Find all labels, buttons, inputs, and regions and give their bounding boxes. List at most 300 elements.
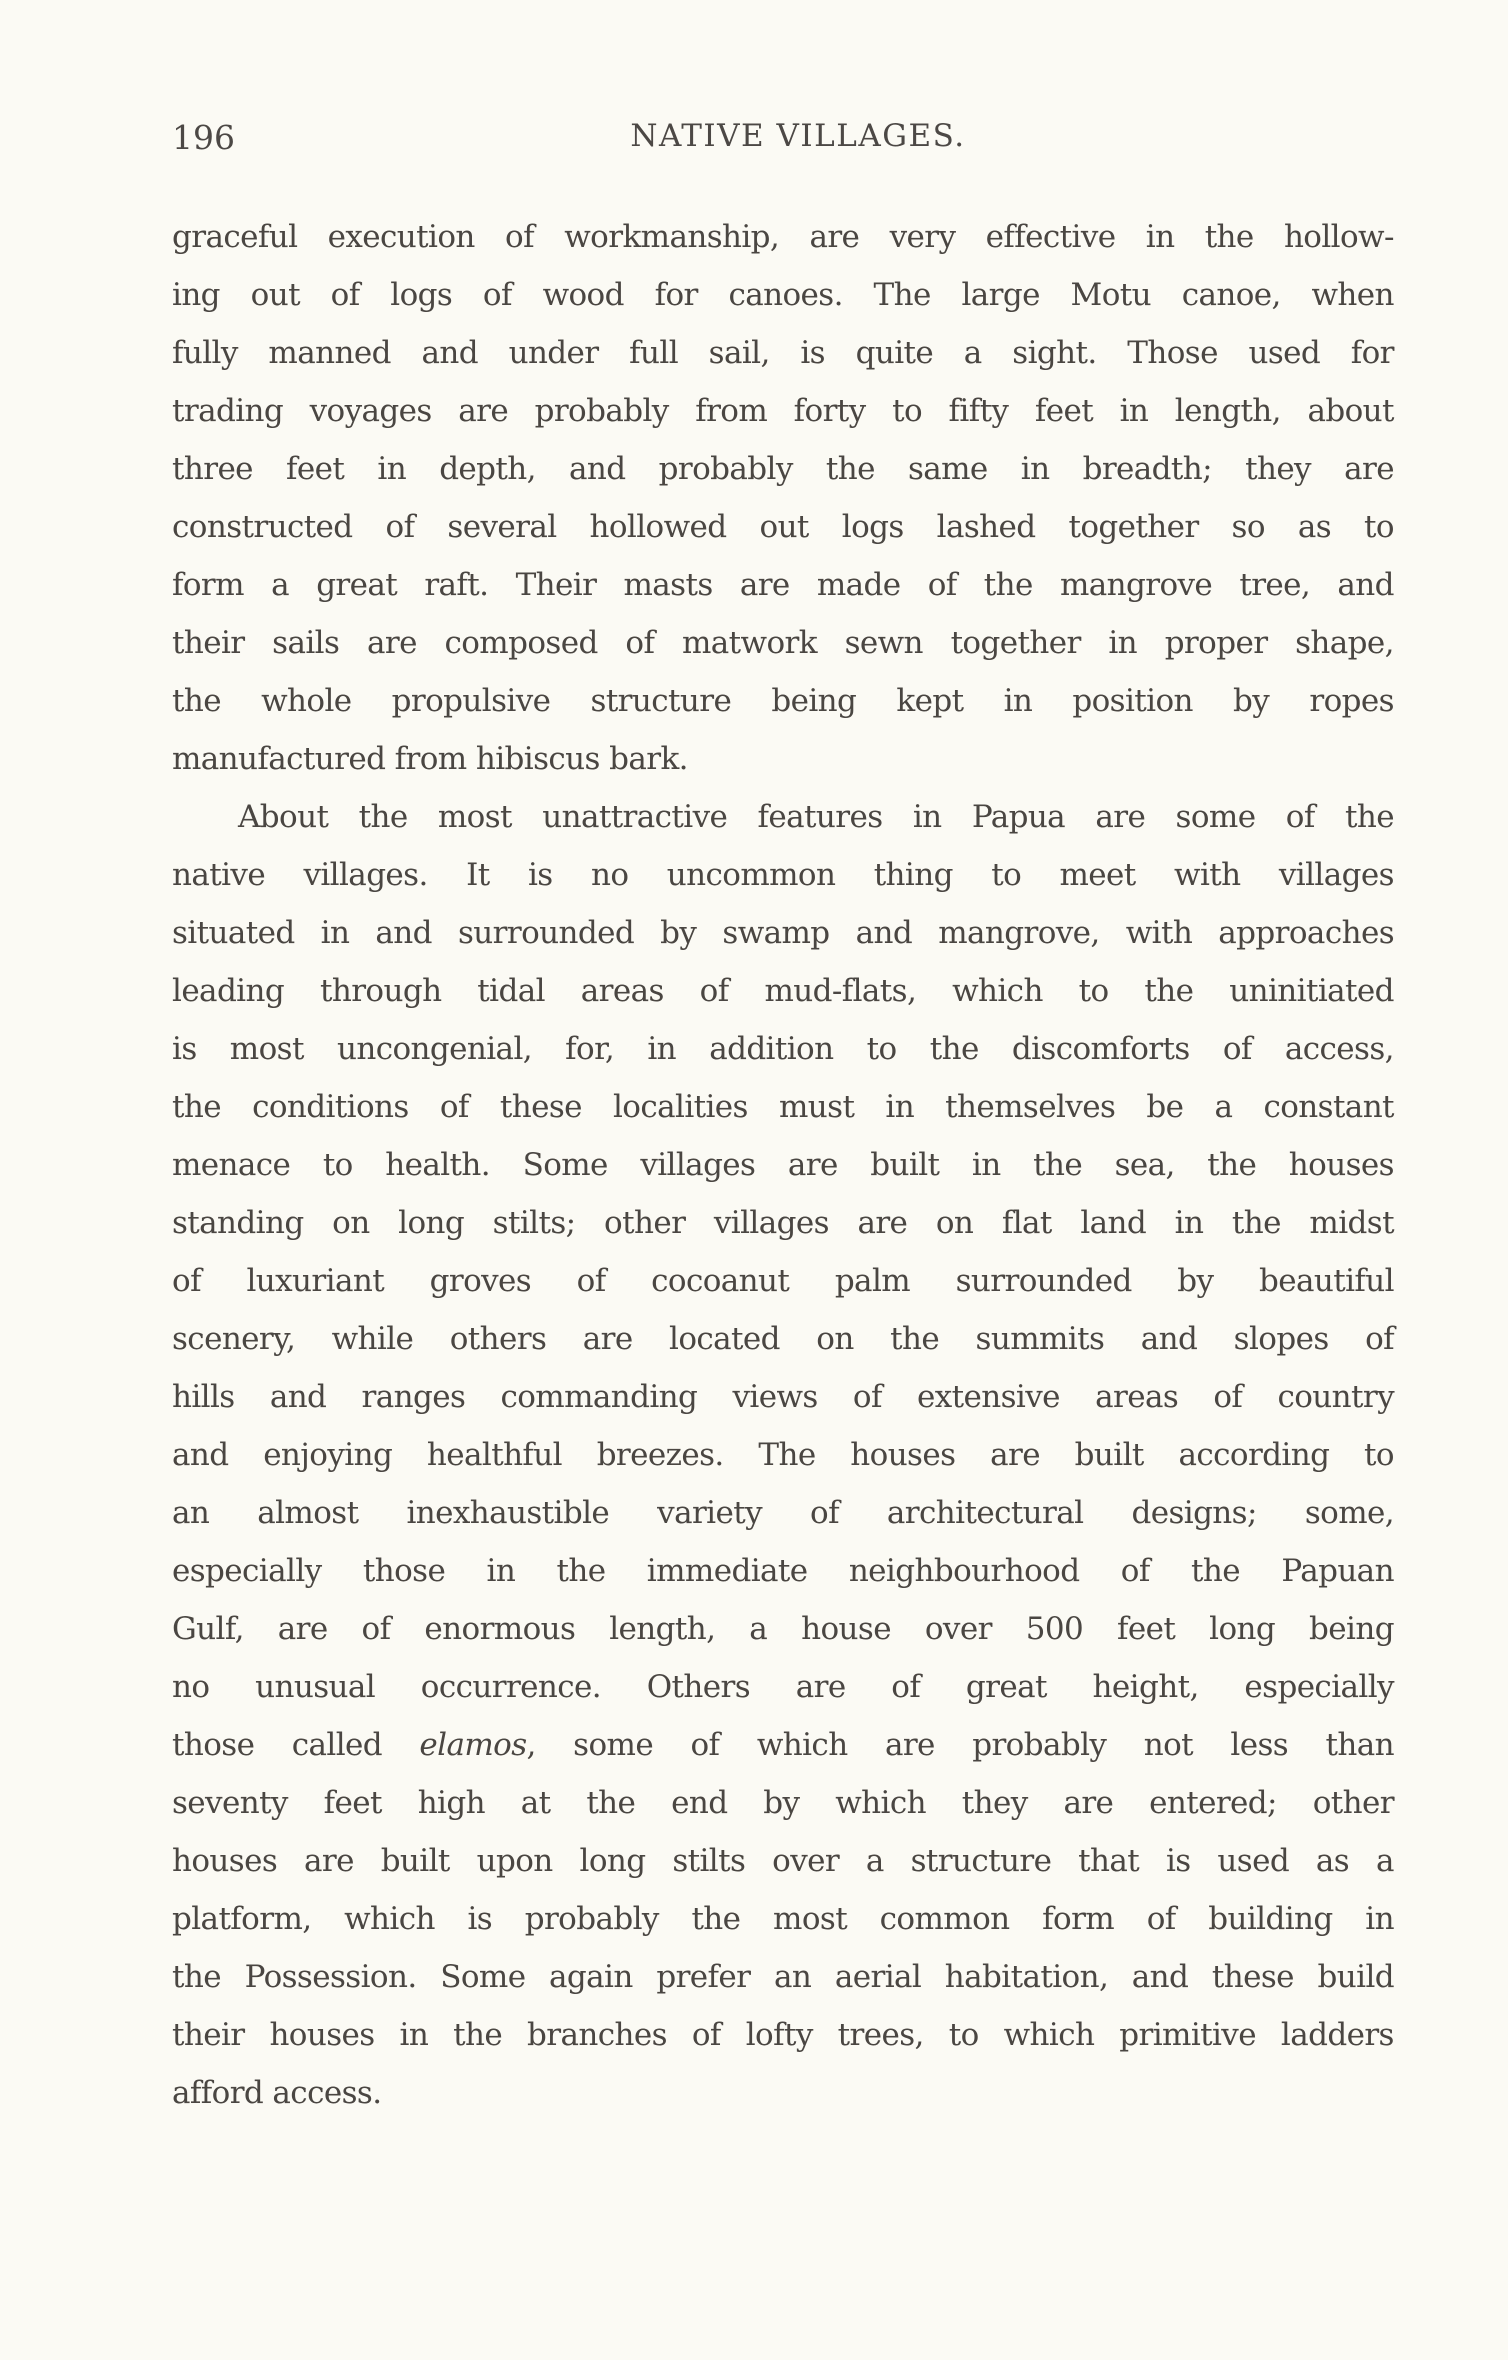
word: of bbox=[690, 1727, 720, 1763]
word: swamp bbox=[722, 915, 830, 951]
word: which bbox=[756, 1727, 848, 1763]
word: mangrove bbox=[1059, 567, 1213, 603]
word: to bbox=[322, 1147, 353, 1183]
word: in bbox=[320, 915, 350, 951]
word: stilts; bbox=[492, 1205, 576, 1241]
word: tidal bbox=[477, 973, 545, 1009]
word: kept bbox=[896, 683, 964, 719]
text-line bbox=[172, 672, 1394, 730]
text-line bbox=[172, 440, 1394, 498]
word: the bbox=[1033, 1147, 1083, 1183]
word: voyages bbox=[309, 393, 432, 429]
text-line bbox=[172, 1020, 1394, 1078]
word: ing bbox=[172, 277, 220, 313]
word: occurrence. bbox=[420, 1669, 602, 1705]
word: graceful bbox=[172, 219, 298, 255]
running-title: NATIVE VILLAGES. bbox=[630, 118, 966, 154]
word: seventy bbox=[172, 1785, 288, 1821]
word: are bbox=[1063, 1785, 1114, 1821]
word: about bbox=[1307, 393, 1394, 429]
word: unattractive bbox=[542, 799, 728, 835]
word: great bbox=[316, 567, 398, 603]
word: prefer bbox=[656, 1959, 751, 1995]
word: hollow- bbox=[1283, 219, 1394, 255]
word: 500 bbox=[1025, 1611, 1084, 1647]
word: the bbox=[586, 1785, 636, 1821]
word: discomforts bbox=[1011, 1031, 1190, 1067]
word: the bbox=[1191, 1553, 1241, 1589]
word: are bbox=[277, 1611, 328, 1647]
word: over bbox=[772, 1843, 840, 1879]
word: less bbox=[1230, 1727, 1289, 1763]
word: wood bbox=[542, 277, 624, 313]
word: hills bbox=[172, 1379, 235, 1415]
word: in bbox=[377, 451, 407, 487]
text-line bbox=[172, 2064, 1394, 2122]
word: most bbox=[773, 1901, 848, 1937]
word: sewn bbox=[844, 625, 923, 661]
word: are bbox=[795, 1669, 846, 1705]
running-head bbox=[172, 118, 1394, 168]
word: three bbox=[172, 451, 253, 487]
text-line bbox=[172, 1716, 1394, 1774]
word: in bbox=[1020, 451, 1050, 487]
word: to bbox=[1078, 973, 1109, 1009]
word: in bbox=[1003, 683, 1033, 719]
word: the bbox=[1204, 219, 1254, 255]
word: which bbox=[835, 1785, 926, 1821]
word: a bbox=[1214, 1089, 1233, 1125]
word: being bbox=[771, 683, 857, 719]
word: used bbox=[1217, 1843, 1290, 1879]
word: thing bbox=[873, 857, 953, 893]
word: primitive bbox=[1119, 2017, 1256, 2053]
word: in bbox=[647, 1031, 677, 1067]
word: a bbox=[271, 567, 290, 603]
word: no bbox=[172, 1669, 210, 1705]
word: most bbox=[437, 799, 512, 835]
word: entered; bbox=[1149, 1785, 1277, 1821]
word: by bbox=[1177, 1263, 1214, 1299]
word: and bbox=[1337, 567, 1394, 603]
word: is bbox=[527, 857, 553, 893]
word: they bbox=[1245, 451, 1311, 487]
word: to bbox=[948, 2017, 979, 2053]
word: especially bbox=[1244, 1669, 1394, 1705]
word: mud-flats, bbox=[764, 973, 917, 1009]
word: are bbox=[1344, 451, 1394, 487]
word: of bbox=[852, 1379, 882, 1415]
word: of bbox=[1146, 1901, 1176, 1937]
word: and bbox=[269, 1379, 327, 1415]
word: built bbox=[870, 1147, 940, 1183]
word: standing bbox=[172, 1205, 304, 1241]
word: made bbox=[816, 567, 901, 603]
word: being bbox=[1309, 1611, 1394, 1647]
word: house bbox=[801, 1611, 891, 1647]
word: are bbox=[990, 1437, 1040, 1473]
word: of bbox=[1365, 1321, 1394, 1357]
word: which bbox=[952, 973, 1043, 1009]
word: several bbox=[447, 509, 557, 545]
word: inexhaustible bbox=[406, 1495, 610, 1531]
word: breadth; bbox=[1082, 451, 1212, 487]
word: of bbox=[385, 509, 415, 545]
word: long bbox=[1209, 1611, 1276, 1647]
word: of bbox=[891, 1669, 921, 1705]
word: platform, bbox=[172, 1901, 312, 1937]
word: of bbox=[172, 1263, 201, 1299]
word: the bbox=[358, 799, 408, 835]
word: structure bbox=[910, 1843, 1052, 1879]
word: of bbox=[439, 1089, 469, 1125]
word: proper bbox=[1164, 625, 1268, 661]
word: the bbox=[890, 1321, 940, 1357]
word: a bbox=[963, 335, 982, 371]
paragraph bbox=[172, 788, 1394, 2122]
word: some bbox=[1175, 799, 1256, 835]
word: uninitiated bbox=[1229, 973, 1394, 1009]
word: localities bbox=[612, 1089, 748, 1125]
word: the bbox=[453, 2017, 503, 2053]
word: of bbox=[1222, 1031, 1252, 1067]
word: in bbox=[1365, 1901, 1394, 1937]
word: the bbox=[172, 1089, 221, 1125]
word: villages bbox=[713, 1205, 829, 1241]
word: long bbox=[579, 1843, 646, 1879]
paragraph bbox=[172, 208, 1394, 788]
word: tree, bbox=[1239, 567, 1311, 603]
word: through bbox=[319, 973, 442, 1009]
word: with bbox=[1125, 915, 1193, 951]
word: especially bbox=[172, 1553, 322, 1589]
text-line bbox=[172, 1368, 1394, 1426]
word: ladders bbox=[1280, 2017, 1394, 2053]
word: same bbox=[907, 451, 988, 487]
text-line bbox=[172, 324, 1394, 382]
word: so bbox=[1231, 509, 1265, 545]
word: menace bbox=[172, 1147, 291, 1183]
text-line bbox=[172, 788, 1394, 846]
word: of bbox=[576, 1263, 606, 1299]
word: by bbox=[660, 915, 697, 951]
word: are bbox=[582, 1321, 633, 1357]
word: access. bbox=[272, 2075, 382, 2111]
word: whole bbox=[261, 683, 352, 719]
word: matwork bbox=[681, 625, 817, 661]
word: canoe, bbox=[1181, 277, 1281, 313]
word: villages bbox=[1278, 857, 1394, 893]
word: are bbox=[884, 1727, 935, 1763]
word: and bbox=[375, 915, 432, 951]
word: native bbox=[172, 857, 266, 893]
word: mangrove, bbox=[938, 915, 1100, 951]
word: length, bbox=[609, 1611, 716, 1647]
word: of bbox=[1285, 799, 1315, 835]
word: summits bbox=[975, 1321, 1105, 1357]
word: Those bbox=[1127, 335, 1218, 371]
word: to bbox=[866, 1031, 897, 1067]
word: groves bbox=[429, 1263, 532, 1299]
word: very bbox=[889, 219, 956, 255]
word: in bbox=[912, 799, 942, 835]
word: with bbox=[1174, 857, 1241, 893]
word: of bbox=[361, 1611, 391, 1647]
word: form bbox=[172, 567, 244, 603]
word: propulsive bbox=[391, 683, 551, 719]
word: stilts bbox=[672, 1843, 746, 1879]
word: great bbox=[965, 1669, 1047, 1705]
word: manned bbox=[268, 335, 391, 371]
text-line bbox=[172, 1078, 1394, 1136]
text-line bbox=[172, 556, 1394, 614]
word: length, bbox=[1174, 393, 1281, 429]
word: these bbox=[1211, 1959, 1294, 1995]
word: of bbox=[330, 277, 360, 313]
word: uncongenial, bbox=[336, 1031, 533, 1067]
word: from bbox=[695, 393, 768, 429]
word: enormous bbox=[424, 1611, 576, 1647]
word: constant bbox=[1263, 1089, 1394, 1125]
word: The bbox=[758, 1437, 816, 1473]
word: of bbox=[1213, 1379, 1243, 1415]
word: scenery, bbox=[172, 1321, 296, 1357]
word: The bbox=[873, 277, 931, 313]
word: sea, bbox=[1114, 1147, 1175, 1183]
word: designs; bbox=[1131, 1495, 1257, 1531]
word: afford bbox=[172, 2075, 264, 2111]
word: in bbox=[885, 1089, 915, 1125]
text-line bbox=[172, 614, 1394, 672]
text-line bbox=[172, 1658, 1394, 1716]
word: height, bbox=[1092, 1669, 1199, 1705]
word: surrounded bbox=[457, 915, 635, 951]
word: a bbox=[1375, 1843, 1394, 1879]
word: fully bbox=[172, 335, 238, 371]
word: addition bbox=[709, 1031, 834, 1067]
word: houses bbox=[269, 2017, 375, 2053]
word: slopes bbox=[1233, 1321, 1329, 1357]
text-line bbox=[172, 208, 1394, 266]
word: over bbox=[924, 1611, 992, 1647]
word: are bbox=[809, 219, 860, 255]
word: built bbox=[1074, 1437, 1144, 1473]
word: probably bbox=[658, 451, 793, 487]
word: flat bbox=[1001, 1205, 1052, 1241]
word: are bbox=[458, 393, 509, 429]
word: trading bbox=[172, 393, 284, 429]
word: on bbox=[332, 1205, 370, 1241]
page-number: 196 bbox=[172, 118, 235, 157]
word: sight. bbox=[1012, 335, 1097, 371]
word: areas bbox=[580, 973, 664, 1009]
word: land bbox=[1080, 1205, 1147, 1241]
word: luxuriant bbox=[246, 1263, 385, 1299]
text-line bbox=[172, 1890, 1394, 1948]
word: and bbox=[855, 915, 913, 951]
word: of bbox=[699, 973, 729, 1009]
word: cocoanut bbox=[651, 1263, 790, 1299]
text-line bbox=[172, 1774, 1394, 1832]
word: a bbox=[749, 1611, 768, 1647]
word: leading bbox=[172, 973, 285, 1009]
word: the bbox=[691, 1901, 741, 1937]
word: conditions bbox=[252, 1089, 409, 1125]
word: access, bbox=[1284, 1031, 1394, 1067]
word: from bbox=[394, 741, 467, 777]
word: health. bbox=[385, 1147, 491, 1183]
word: position bbox=[1072, 683, 1193, 719]
word: houses bbox=[850, 1437, 956, 1473]
word: together bbox=[1068, 509, 1199, 545]
word: commanding bbox=[500, 1379, 698, 1415]
word: almost bbox=[257, 1495, 359, 1531]
word: for, bbox=[565, 1031, 615, 1067]
word: logs bbox=[841, 509, 904, 545]
word: meet bbox=[1059, 857, 1136, 893]
word: quite bbox=[855, 335, 934, 371]
word: country bbox=[1277, 1379, 1394, 1415]
body-text bbox=[172, 208, 1394, 2122]
word: under bbox=[508, 335, 599, 371]
word: villages. bbox=[303, 857, 428, 893]
word: is bbox=[800, 335, 825, 371]
text-line bbox=[172, 1310, 1394, 1368]
word: some, bbox=[1304, 1495, 1394, 1531]
word: in bbox=[1108, 625, 1138, 661]
word: used bbox=[1248, 335, 1321, 371]
word: the bbox=[1144, 973, 1194, 1009]
word: their bbox=[172, 2017, 245, 2053]
word: are bbox=[304, 1843, 354, 1879]
text-line bbox=[172, 382, 1394, 440]
word: unusual bbox=[255, 1669, 376, 1705]
word: must bbox=[778, 1089, 855, 1125]
word: midst bbox=[1309, 1205, 1394, 1241]
word: effective bbox=[985, 219, 1116, 255]
text-line bbox=[172, 1426, 1394, 1484]
word: together bbox=[950, 625, 1081, 661]
word: end bbox=[671, 1785, 728, 1821]
word: enjoying bbox=[263, 1437, 393, 1473]
word: probably bbox=[972, 1727, 1107, 1763]
word: are bbox=[366, 625, 417, 661]
word: for bbox=[654, 277, 698, 313]
word: the bbox=[172, 683, 221, 719]
word: to bbox=[1364, 509, 1394, 545]
word: built bbox=[380, 1843, 450, 1879]
word: high bbox=[417, 1785, 485, 1821]
word: forty bbox=[793, 393, 866, 429]
word: other bbox=[1312, 1785, 1394, 1821]
word: no bbox=[590, 857, 629, 893]
word: to bbox=[892, 393, 923, 429]
word: composed bbox=[444, 625, 598, 661]
word: according bbox=[1178, 1437, 1330, 1473]
word: common bbox=[879, 1901, 1010, 1937]
word: Some bbox=[440, 1959, 526, 1995]
word: they bbox=[961, 1785, 1028, 1821]
word: at bbox=[520, 1785, 551, 1821]
text-line bbox=[172, 1252, 1394, 1310]
word: execution bbox=[327, 219, 475, 255]
word: are bbox=[857, 1205, 908, 1241]
word: to bbox=[1364, 1437, 1394, 1473]
word: habitation, bbox=[944, 1959, 1109, 1995]
text-line bbox=[172, 904, 1394, 962]
word: and bbox=[1140, 1321, 1198, 1357]
word: constructed bbox=[172, 509, 353, 545]
word: is bbox=[1165, 1843, 1191, 1879]
word: form bbox=[1042, 1901, 1115, 1937]
word: these bbox=[499, 1089, 582, 1125]
word: feet bbox=[323, 1785, 382, 1821]
word: on bbox=[816, 1321, 854, 1357]
word: surrounded bbox=[955, 1263, 1132, 1299]
word: raft. bbox=[424, 567, 489, 603]
word: most bbox=[229, 1031, 304, 1067]
word: houses bbox=[1288, 1147, 1394, 1183]
word: a bbox=[865, 1843, 884, 1879]
word: some bbox=[573, 1727, 654, 1763]
word: Motu bbox=[1070, 277, 1151, 313]
word: in bbox=[1145, 219, 1175, 255]
word: long bbox=[398, 1205, 465, 1241]
text-line bbox=[172, 1948, 1394, 2006]
text-line bbox=[172, 266, 1394, 324]
word: breezes. bbox=[596, 1437, 724, 1473]
word: of bbox=[482, 277, 512, 313]
word: build bbox=[1317, 1959, 1394, 1995]
word: feet bbox=[1034, 393, 1094, 429]
word: Others bbox=[646, 1669, 751, 1705]
text-line bbox=[172, 1600, 1394, 1658]
word: to bbox=[991, 857, 1022, 893]
word: those bbox=[362, 1553, 446, 1589]
word: and bbox=[1131, 1959, 1189, 1995]
word: trees, bbox=[837, 2017, 924, 2053]
word: by bbox=[1233, 683, 1270, 719]
word: than bbox=[1325, 1727, 1394, 1763]
word: out bbox=[250, 277, 300, 313]
word: in bbox=[486, 1553, 516, 1589]
word: others bbox=[449, 1321, 547, 1357]
word: the bbox=[1231, 1205, 1281, 1241]
word: beautiful bbox=[1259, 1263, 1394, 1299]
word: branches bbox=[527, 2017, 667, 2053]
word: masts bbox=[623, 567, 713, 603]
word: feet bbox=[1117, 1611, 1176, 1647]
word: an bbox=[172, 1495, 210, 1531]
text-line bbox=[172, 1136, 1394, 1194]
word: healthful bbox=[426, 1437, 562, 1473]
word: is bbox=[172, 1031, 197, 1067]
word: as bbox=[1297, 509, 1332, 545]
word: probably bbox=[534, 393, 669, 429]
word: elamos, bbox=[419, 1727, 536, 1763]
word: for bbox=[1350, 335, 1394, 371]
word: in bbox=[1119, 393, 1149, 429]
word: the bbox=[983, 567, 1033, 603]
word: on bbox=[935, 1205, 974, 1241]
word: be bbox=[1146, 1089, 1184, 1125]
word: in bbox=[1174, 1205, 1204, 1241]
word: palm bbox=[834, 1263, 911, 1299]
word: neighbourhood bbox=[848, 1553, 1080, 1589]
word: of bbox=[1120, 1553, 1150, 1589]
word: houses bbox=[172, 1843, 278, 1879]
word: located bbox=[669, 1321, 780, 1357]
